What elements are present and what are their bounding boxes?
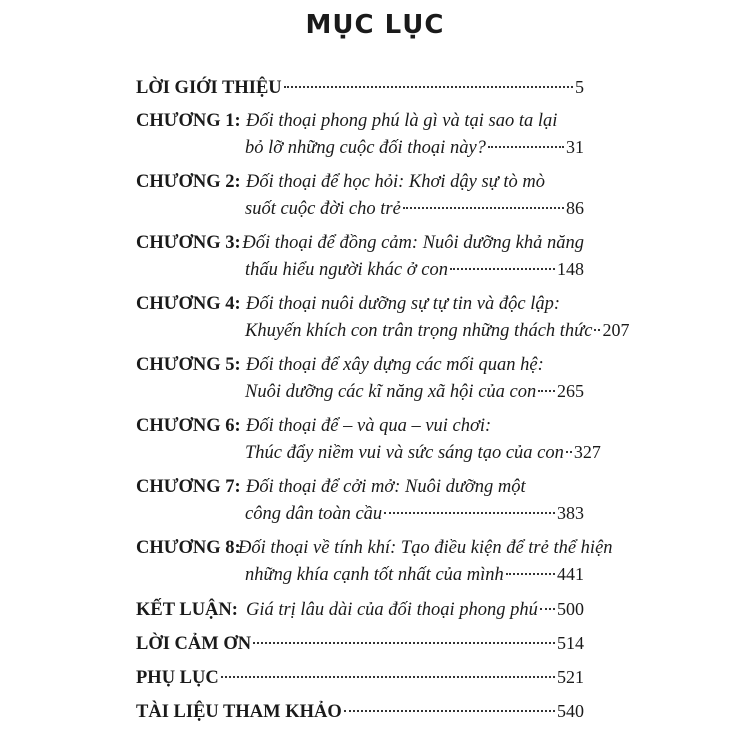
toc-entry-introduction[interactable] — [136, 74, 584, 100]
chapter-title-line-1: Đối thoại nuôi dưỡng sự tự tin và độc lập: — [246, 294, 561, 314]
chapter-title-line-1: Đối thoại phong phú là gì và tại sao ta lại — [246, 111, 558, 131]
chapter-title-line-2: Thúc đẩy niềm vui và sức sáng tạo của con — [245, 443, 564, 463]
page-number: 5 — [575, 77, 584, 97]
dot-leader — [540, 608, 555, 610]
chapter-title-line-1: Đối thoại để học hỏi: Khơi dậy sự tò mò — [246, 172, 545, 192]
toc-entry-references[interactable] — [136, 698, 584, 724]
dot-leader — [253, 642, 555, 644]
chapter-label: CHƯƠNG 6: — [136, 416, 241, 436]
toc-entry-chapter-6[interactable] — [136, 413, 601, 465]
page-number: 441 — [557, 564, 584, 584]
chapter-label: CHƯƠNG 3: — [136, 233, 241, 253]
toc-entry-chapter-7[interactable] — [136, 474, 584, 526]
table-of-contents — [136, 74, 630, 732]
chapter-title-line-1: Đối thoại để – và qua – vui chơi: — [246, 416, 492, 436]
chapter-label: CHƯƠNG 7: — [136, 477, 241, 497]
entry-label: LỜI GIỚI THIỆU — [136, 78, 282, 98]
chapter-label: CHƯƠNG 5: — [136, 355, 241, 375]
page-number: 31 — [566, 137, 584, 157]
page-number: 521 — [557, 667, 584, 687]
chapter-label: CHƯƠNG 4: — [136, 294, 241, 314]
chapter-label: CHƯƠNG 1: — [136, 111, 241, 131]
toc-entry-appendix[interactable] — [136, 664, 584, 690]
dot-leader — [594, 329, 600, 331]
chapter-title-line-2: những khía cạnh tốt nhất của mình — [245, 565, 504, 585]
toc-entry-chapter-1[interactable] — [136, 108, 584, 160]
entry-title: Giá trị lâu dài của đối thoại phong phú — [245, 600, 538, 620]
dot-leader — [221, 676, 555, 678]
dot-leader — [506, 573, 555, 575]
dot-leader — [450, 268, 555, 270]
toc-entry-chapter-8[interactable] — [136, 535, 613, 587]
entry-label: PHỤ LỤC — [136, 668, 219, 688]
dot-leader — [344, 710, 555, 712]
page-number: 207 — [602, 320, 630, 340]
toc-entry-conclusion[interactable] — [136, 596, 584, 622]
page-number: 540 — [557, 701, 584, 721]
dot-leader — [384, 512, 555, 514]
page-number: 148 — [557, 259, 584, 279]
chapter-label: CHƯƠNG 2: — [136, 172, 241, 192]
entry-label: LỜI CẢM ƠN — [136, 634, 252, 654]
toc-entry-chapter-5[interactable] — [136, 352, 584, 404]
chapter-title-line-2: bỏ lỡ những cuộc đối thoại này? — [245, 138, 486, 158]
chapter-label: CHƯƠNG 8: — [136, 538, 241, 558]
entry-label: KẾT LUẬN: — [136, 600, 238, 620]
chapter-title-line-2: Nuôi dưỡng các kĩ năng xã hội của con — [245, 382, 537, 402]
dot-leader — [284, 86, 573, 88]
page-number: 514 — [557, 633, 584, 653]
toc-entry-chapter-2[interactable] — [136, 169, 584, 221]
page-number: 86 — [566, 198, 584, 218]
entry-label: TÀI LIỆU THAM KHẢO — [136, 702, 342, 722]
chapter-title-line-1: Đối thoại để xây dựng các mối quan hệ: — [246, 355, 544, 375]
chapter-title-line-2: công dân toàn cầu — [245, 504, 383, 524]
chapter-title-line-1: Đối thoại để đồng cảm: Nuôi dưỡng khả năng — [242, 233, 584, 253]
dot-leader — [488, 146, 564, 148]
dot-leader — [403, 207, 564, 209]
page-number: 327 — [573, 442, 601, 462]
chapter-title-line-1: Đối thoại về tính khí: Tạo điều kiện để trẻ thể hiện — [238, 538, 613, 558]
page-number: 383 — [557, 503, 584, 523]
toc-entry-chapter-4[interactable] — [136, 291, 630, 343]
page-number: 500 — [557, 599, 584, 619]
chapter-title-line-2: suốt cuộc đời cho trẻ — [245, 199, 401, 219]
chapter-title-line-1: Đối thoại để cởi mở: Nuôi dưỡng một — [246, 477, 526, 497]
chapter-title-line-2: thấu hiểu người khác ở con — [245, 260, 448, 280]
dot-leader — [538, 390, 555, 392]
chapter-title-line-2: Khuyến khích con trân trọng những thách thức — [245, 321, 593, 341]
toc-entry-chapter-3[interactable] — [136, 230, 584, 282]
page-number: 265 — [557, 381, 584, 401]
page-title: MỤC LỤC — [305, 10, 445, 40]
toc-entry-acknowledgements[interactable] — [136, 630, 584, 656]
dot-leader — [566, 451, 572, 453]
